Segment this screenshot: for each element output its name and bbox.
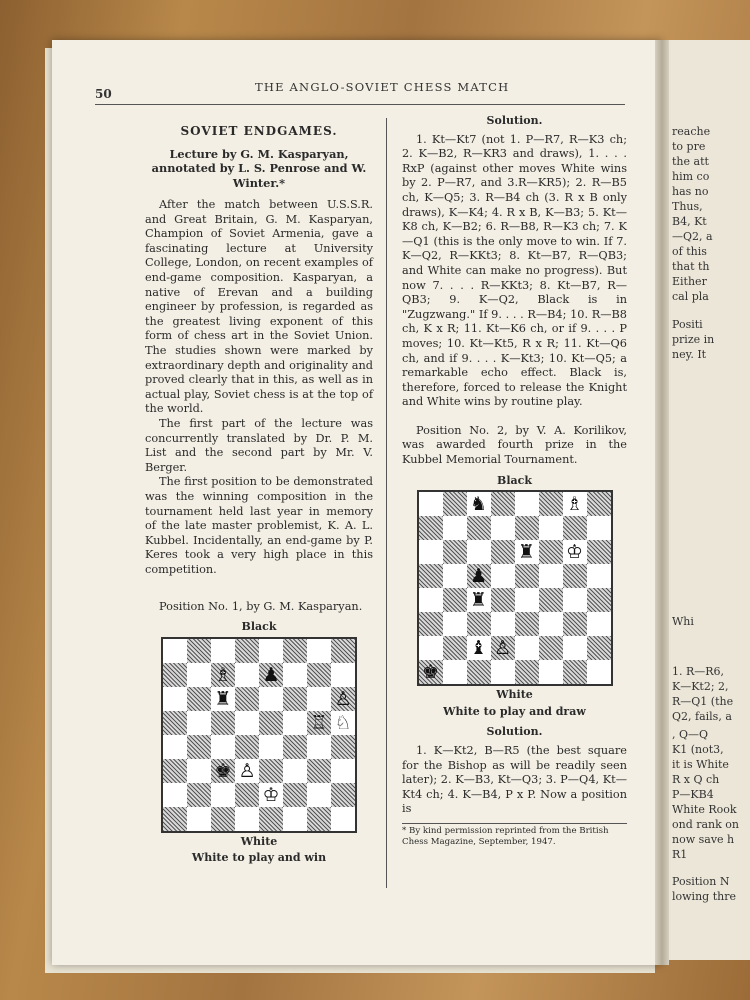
- board-square: [331, 735, 355, 759]
- paragraph: The first position to be demonstrated was the winning composition in the tournament held last year in memory of the late master problemist, K. A. L. Kubbel. Incidentally, an end-game by P. Keres took a very high place in this competition.: [145, 475, 373, 576]
- facing-page-line: cal pla: [672, 290, 709, 303]
- board-square: [331, 639, 355, 663]
- diagram-caption: White to play and win: [191, 851, 327, 865]
- board-square: [491, 492, 515, 516]
- chessboard-1: [161, 637, 357, 833]
- black-pawn-icon: ♟: [469, 565, 488, 588]
- board-square: [491, 660, 515, 684]
- board-square: [307, 807, 331, 831]
- board-square: [539, 612, 563, 636]
- board-square: [515, 588, 539, 612]
- board-square: [163, 807, 187, 831]
- board-square: [515, 636, 539, 660]
- header-rule: [95, 104, 625, 105]
- board-square: [235, 711, 259, 735]
- board-square: [307, 759, 331, 783]
- facing-page-line: —Q2, a: [672, 230, 713, 243]
- board-square: [163, 639, 187, 663]
- column-divider: [386, 118, 387, 888]
- board-square: [563, 660, 587, 684]
- board-square: [467, 540, 491, 564]
- diagram-caption: White to play and draw: [443, 704, 586, 718]
- white-label: White: [240, 834, 278, 848]
- board-square: [443, 564, 467, 588]
- board-square: [539, 516, 563, 540]
- board-square: [235, 663, 259, 687]
- white-pawn-icon: ♙: [334, 687, 352, 710]
- board-square: [587, 636, 611, 660]
- board-square: [587, 516, 611, 540]
- board-square: [443, 636, 467, 660]
- board-square: [539, 660, 563, 684]
- article-byline: Lecture by G. M. Kasparyan, annotated by L. S. Penrose and W. Winter.*: [151, 146, 367, 190]
- board-square: [491, 588, 515, 612]
- article-title: SOVIET ENDGAMES.: [180, 124, 338, 138]
- board-square: [587, 612, 611, 636]
- facing-page-line: Either: [672, 275, 707, 288]
- board-square: [235, 783, 259, 807]
- paragraph: The first part of the lecture was concurrently translated by Dr. P. M. List and the second part by Mr. V. Berger.: [145, 417, 373, 474]
- board-square: [443, 660, 467, 684]
- board-square: [163, 735, 187, 759]
- facing-page-line: ney. It: [672, 348, 707, 361]
- board-square: [563, 516, 587, 540]
- white-knight-icon: ♘: [334, 711, 352, 734]
- board-square: [163, 663, 187, 687]
- solution-text: 1. K—Kt2, B—R5 (the best square for the Bishop as will be readily seen later); 2. K—B3, Kt—Q3; 3. P—Q4, Kt—Kt4 ch; 4. K—B4, P x P. Now a position is: [402, 744, 627, 816]
- board-square: [259, 735, 283, 759]
- board-square: [211, 735, 235, 759]
- board-square: [331, 663, 355, 687]
- white-king-icon: ♔: [262, 783, 280, 806]
- facing-page-line: R1: [672, 848, 688, 861]
- board-square: [491, 612, 515, 636]
- board-square: [419, 564, 443, 588]
- board-square: [235, 807, 259, 831]
- facing-page-line: Thus,: [672, 200, 703, 213]
- footnote: * By kind permission reprinted from the British Chess Magazine, September, 1947.: [402, 823, 627, 847]
- board-square: [467, 516, 491, 540]
- board-square: [187, 711, 211, 735]
- facing-page-line: that th: [672, 260, 710, 273]
- black-bishop-icon: ♝: [469, 637, 488, 660]
- board-square: [211, 783, 235, 807]
- facing-page-line: lowing thre: [672, 890, 736, 903]
- black-rook-icon: ♜: [517, 541, 536, 564]
- board-square: [283, 807, 307, 831]
- page-number: 50: [95, 87, 112, 101]
- facing-page-line: the att: [672, 155, 709, 168]
- solution-heading: Solution.: [486, 725, 543, 739]
- facing-page-line: has no: [672, 185, 709, 198]
- board-square: [259, 687, 283, 711]
- board-square: [563, 564, 587, 588]
- position1-intro: Position No. 1, by G. M. Kasparyan.: [159, 599, 363, 613]
- board-square: [163, 759, 187, 783]
- board-square: [419, 612, 443, 636]
- facing-page-line: White Rook: [672, 803, 737, 816]
- board-square: [539, 636, 563, 660]
- board-square: [491, 516, 515, 540]
- board-square: [539, 588, 563, 612]
- facing-page-line: R—Q1 (the: [672, 695, 734, 708]
- board-square: [419, 492, 443, 516]
- facing-page-line: K—Kt2; 2,: [672, 680, 729, 693]
- facing-page-line: K1 (not3,: [672, 743, 724, 756]
- board-square: [283, 663, 307, 687]
- book-gutter: [655, 40, 669, 965]
- board-square: [211, 711, 235, 735]
- board-square: [331, 783, 355, 807]
- board-square: [563, 612, 587, 636]
- board-square: [467, 612, 491, 636]
- board-square: [163, 783, 187, 807]
- board-square: [563, 636, 587, 660]
- board-square: [515, 516, 539, 540]
- board-square: [187, 783, 211, 807]
- board-square: [587, 492, 611, 516]
- facing-page-line: now save h: [672, 833, 735, 846]
- facing-page-line: Positi: [672, 318, 703, 331]
- facing-page-line: R x Q ch: [672, 773, 720, 786]
- facing-page-line: Whi: [672, 615, 694, 628]
- board-square: [259, 807, 283, 831]
- board-square: [259, 711, 283, 735]
- facing-page-line: reache: [672, 125, 711, 138]
- white-pawn-icon: ♙: [493, 637, 512, 660]
- black-king-icon: ♚: [214, 759, 232, 782]
- black-label: Black: [241, 620, 277, 634]
- left-column: [145, 118, 373, 872]
- facing-page-line: P—KB4: [672, 788, 714, 801]
- board-square: [307, 639, 331, 663]
- facing-page-line: Position N: [672, 875, 730, 888]
- white-bishop-icon: ♗: [565, 493, 584, 516]
- black-rook-icon: ♜: [214, 687, 232, 710]
- board-square: [163, 711, 187, 735]
- board-square: [307, 687, 331, 711]
- board-square: [283, 735, 307, 759]
- board-square: [211, 639, 235, 663]
- board-square: [539, 564, 563, 588]
- board-square: [187, 807, 211, 831]
- board-square: [563, 588, 587, 612]
- board-square: [587, 660, 611, 684]
- facing-page-line: to pre: [672, 140, 706, 153]
- facing-page-line: him co: [672, 170, 710, 183]
- solution-heading: Solution.: [486, 114, 543, 127]
- board-square: [259, 639, 283, 663]
- board-square: [235, 735, 259, 759]
- facing-page-line: prize in: [672, 333, 715, 346]
- white-bishop-icon: ♗: [214, 663, 232, 686]
- board-square: [163, 687, 187, 711]
- white-rook-icon: ♖: [310, 711, 328, 734]
- board-square: [539, 492, 563, 516]
- board-square: [307, 663, 331, 687]
- paragraph: After the match between U.S.S.R. and Great Britain, G. M. Kasparyan, Champion of Soviet Armenia, gave a fascinating lecture at University College, London, on recent examples of end-game composition. Kasparyan, a native of Erevan and a building engineer by profession, is regarded as the greatest living exponent of this form of chess art in the Soviet Union. The studies shown were marked by extraordinary depth and originality and proved clearly that in this, as well as in actual play, Soviet chess is at the top of the world.: [145, 198, 373, 416]
- black-label: Black: [497, 473, 532, 487]
- position2-intro: Position No. 2, by V. A. Korilikov, was awarded fourth prize in the Kubbel Memorial Tournament.: [402, 423, 627, 467]
- right-column: [402, 112, 627, 847]
- board-square: [187, 759, 211, 783]
- board-square: [587, 588, 611, 612]
- facing-page-line: ond rank on: [672, 818, 740, 831]
- board-square: [187, 687, 211, 711]
- board-square: [491, 540, 515, 564]
- board-square: [419, 516, 443, 540]
- board-square: [283, 639, 307, 663]
- black-knight-icon: ♞: [469, 493, 488, 516]
- board-square: [187, 639, 211, 663]
- board-square: [587, 564, 611, 588]
- board-square: [331, 759, 355, 783]
- facing-page-line: 1. R—R6,: [672, 665, 725, 678]
- position2-diagram: [402, 474, 627, 720]
- board-square: [211, 807, 235, 831]
- facing-page-line: , Q—Q: [672, 728, 709, 741]
- black-pawn-icon: ♟: [262, 663, 280, 686]
- white-pawn-icon: ♙: [238, 759, 256, 782]
- board-square: [283, 711, 307, 735]
- board-square: [419, 588, 443, 612]
- position1-diagram: [145, 620, 373, 866]
- board-square: [539, 540, 563, 564]
- board-square: [187, 663, 211, 687]
- board-square: [331, 807, 355, 831]
- board-square: [259, 759, 283, 783]
- facing-page-line: B4, Kt: [672, 215, 707, 228]
- board-square: [443, 516, 467, 540]
- board-square: [307, 783, 331, 807]
- board-square: [235, 639, 259, 663]
- board-square: [491, 564, 515, 588]
- board-square: [515, 564, 539, 588]
- board-square: [283, 687, 307, 711]
- running-title: THE ANGLO-SOVIET CHESS MATCH: [255, 80, 510, 94]
- white-label: White: [496, 688, 533, 702]
- board-square: [587, 540, 611, 564]
- facing-page-line: it is White: [672, 758, 729, 771]
- board-square: [515, 660, 539, 684]
- facing-page-line: of this: [672, 245, 707, 258]
- board-square: [419, 636, 443, 660]
- board-square: [443, 540, 467, 564]
- facing-page-line: Q2, fails, a: [672, 710, 732, 723]
- board-square: [467, 660, 491, 684]
- board-square: [419, 540, 443, 564]
- board-square: [187, 735, 211, 759]
- white-king-icon: ♔: [565, 541, 584, 564]
- board-square: [443, 588, 467, 612]
- black-rook-icon: ♜: [469, 589, 488, 612]
- board-square: [307, 735, 331, 759]
- board-square: [283, 759, 307, 783]
- board-square: [235, 687, 259, 711]
- black-king-icon: ♚: [421, 661, 440, 684]
- board-square: [515, 492, 539, 516]
- board-square: [443, 612, 467, 636]
- solution-text: 1. Kt—Kt7 (not 1. P—R7, R—K3 ch; 2. K—B2, R—KR3 and draws), 1. . . . RxP (against other moves White wins by 2. P—R7, and 3.R—KR5); 2. R—B5 ch, K—Q5; 3. R—B4 ch (3. R x B only draws), K—K4; 4. R x B, K—B3; 5. Kt—K8 ch, K—B2; 6. R—B8, R—K3 ch; 7. K—Q1 (this is the only move to win. If 7. K—Q2, R—KKt3; 8. Kt—B7, R—QB3; and White can make no progress). But now 7. . . . R—KKt3; 8. Kt—B7, R—QB3; 9. K—Q2, Black is in "Zugzwang." If 9. . . . R—B4; 10. R—B8 ch, K x R; 11. Kt—K6 ch, or if 9. . . . P moves; 10. Kt—Kt5, R x R; 11. Kt—Q6 ch, and if 9. . . . K—Kt3; 10. Kt—Q5; a remarkable echo effect. Black is, therefore, forced to release the Knight and White wins by routine play.: [402, 132, 627, 409]
- board-square: [283, 783, 307, 807]
- board-square: [443, 492, 467, 516]
- board-square: [515, 612, 539, 636]
- chessboard-2: [417, 490, 613, 686]
